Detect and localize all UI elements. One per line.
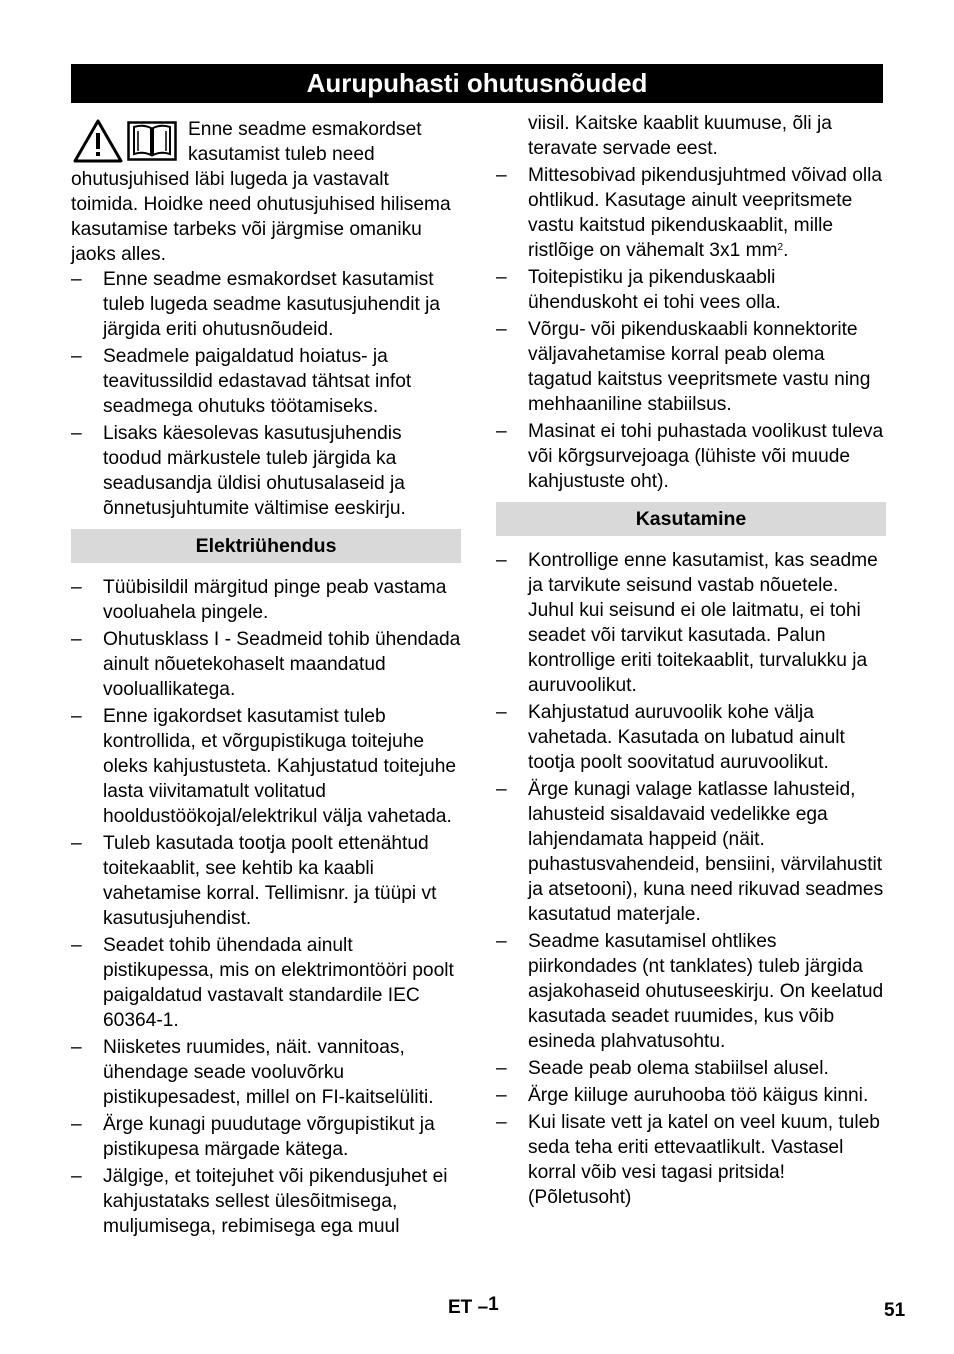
section-heading-electrical: Elektriühendus: [71, 529, 461, 563]
list-item: [496, 1056, 886, 1081]
list-item: [496, 317, 886, 417]
bullet-dash: –: [496, 421, 507, 442]
page-number: 51: [884, 1300, 906, 1321]
warning-triangle-icon: [73, 119, 123, 163]
page-title: Aurupuhasti ohutusnõuded: [71, 64, 883, 103]
intro-paragraph: Enne seadme esmakordset kasutamist tuleb need ohutusjuhised läbi lugeda ja vastavalt toimida. Hoidke need ohutusjuhised hilisema kasutamise tarbeks või järgmise omaniku jaoks alles.: [71, 119, 451, 265]
list-item-text: Ärge kunagi valage katlasse lahusteid, lahusteid sisaldavaid vedelikke ega lahjendamata happeid (näit. puhastusvahendeid, bensiini, värvilahustit ja atsetooni), kuna need rikuvad seadmes kasutatud materjale.: [528, 779, 884, 925]
bullet-dash: –: [496, 1058, 507, 1079]
list-item: [496, 929, 886, 1054]
list-item: [496, 1083, 886, 1108]
bullet-dash: –: [71, 629, 82, 650]
list-item: [71, 831, 461, 931]
list-item-text: Toitepistiku ja pikenduskaabli ühenduskoht ei tohi vees olla.: [528, 267, 781, 313]
list-item: [496, 1110, 886, 1210]
list-item-text: Jälgige, et toitejuhet või pikendusjuhet ei kahjustataks sellest ülesõitmisega, muljumisega, rebimisega ega muul: [103, 1166, 448, 1237]
list-item: [71, 1164, 461, 1239]
list-item-text: Seadet tohib ühendada ainult pistikupessa, mis on elektrimontööri poolt paigaldatud vastavalt standardile IEC 60364-1.: [103, 935, 454, 1031]
bullet-dash: –: [71, 706, 82, 727]
electrical-list: [71, 575, 461, 1239]
bullet-dash: –: [71, 269, 82, 290]
list-item: [496, 548, 886, 698]
list-item: [71, 933, 461, 1033]
intro-icons: [73, 119, 180, 163]
list-item: [71, 627, 461, 702]
bullet-dash: –: [71, 423, 82, 444]
list-item: [71, 1035, 461, 1110]
list-item: [496, 700, 886, 775]
list-item: [71, 575, 461, 625]
list-item-text: Lisaks käesolevas kasutusjuhendis toodud märkustele tuleb järgida ka seadusandja üldisi ohutusalaseid ja õnnetusjuhtumite vältimise eeskirju.: [103, 423, 406, 519]
usage-list: [496, 548, 886, 1210]
list-item-text: Kontrollige enne kasutamist, kas seadme ja tarvikute seisund vastab nõuetele. Juhul kui seisund ei ole laitmatu, ei tohi seadet või tarvikut kasutada. Palun kontrollige eriti toitekaablit, turvalukku ja auruvoolikut.: [528, 550, 878, 696]
bullet-dash: –: [496, 1112, 507, 1133]
left-column: [71, 117, 461, 1241]
list-item: [71, 267, 461, 342]
footer-section-label: [448, 1294, 499, 1319]
general-safety-list: [71, 267, 461, 521]
list-item-text: Ärge kiiluge auruhooba töö käigus kinni.: [528, 1085, 869, 1106]
list-item: [496, 265, 886, 315]
list-item-text: Kahjustatud auruvoolik kohe välja vahetada. Kasutada on lubatud ainult tootja poolt soovitatud auruvoolikut.: [528, 702, 845, 773]
bullet-dash: –: [71, 1114, 82, 1135]
list-item: [71, 344, 461, 419]
list-item-text: Tüübisildil märgitud pinge peab vastama vooluahela pingele.: [103, 577, 447, 623]
bullet-dash: –: [496, 319, 507, 340]
list-item-text: Tuleb kasutada tootja poolt ettenähtud toitekaablit, see kehtib ka kaabli vahetamise korral. Tellimisnr. ja tüüpi vt kasutusjuhendist.: [103, 833, 437, 929]
list-item-text: Ohutusklass I - Seadmeid tohib ühendada ainult nõuetekohaselt maandatud vooluallikatega.: [103, 629, 461, 700]
list-item-text: Seadmele paigaldatud hoiatus- ja teavitussildid edastavad tähtsat infot seadmega ohutuks töötamiseks.: [103, 346, 412, 417]
bullet-dash: –: [71, 1037, 82, 1058]
superscript: 2: [777, 242, 784, 253]
bullet-dash: –: [71, 935, 82, 956]
list-item: [496, 163, 886, 263]
section-heading-usage: Kasutamine: [496, 502, 886, 536]
language-code: ET: [448, 1297, 473, 1318]
list-item-text: Enne igakordset kasutamist tuleb kontrollida, et võrgupistikuga toitejuhe oleks kahjustusteta. Kahjustatud toitejuhe lasta viivitamatult volitatud hooldustöökojal/elektrikul välja vahetada.: [103, 706, 457, 827]
bullet-dash: –: [496, 1085, 507, 1106]
electrical-list-continued: [496, 163, 886, 494]
list-item-text: Mittesobivad pikendusjuhtmed võivad olla ohtlikud. Kasutage ainult veepritsmete vastu kaitstud pikenduskaablit, mille ristlõige on vähemalt 3x1 mm: [528, 165, 883, 261]
list-item-text: Võrgu- või pikenduskaabli konnektorite väljavahetamise korral peab olema tagatud kaitstus veepritsmete vastu ning mehhaaniline stabiilsus.: [528, 319, 871, 415]
bullet-dash: –: [496, 165, 507, 186]
list-item-continuation: viisil. Kaitske kaablit kuumuse, õli ja teravate servade eest.: [528, 113, 832, 159]
list-item: [71, 704, 461, 829]
list-item-text: Kui lisate vett ja katel on veel kuum, tuleb seda teha eriti ettevaatlikult. Vastasel korral võib vesi tagasi pritsida! (Põletusoht): [528, 1112, 880, 1208]
list-item-text: Seade peab olema stabiilsel alusel.: [528, 1058, 829, 1079]
list-item: [496, 419, 886, 494]
list-item-text-end: .: [783, 240, 789, 261]
sub-page-number: 1: [488, 1294, 499, 1315]
bullet-dash: –: [496, 931, 507, 952]
bullet-dash: –: [71, 1166, 82, 1187]
manual-book-icon: [127, 121, 177, 161]
bullet-dash: –: [71, 833, 82, 854]
list-item-text: Niisketes ruumides, näit. vannitoas, ühendage seade vooluvõrku pistikupesadest, millel on FI-kaitselüliti.: [103, 1037, 434, 1108]
bullet-dash: –: [496, 267, 507, 288]
list-item: [71, 1112, 461, 1162]
footer-separator: –: [477, 1297, 489, 1318]
list-item: [71, 421, 461, 521]
list-item-text: Enne seadme esmakordset kasutamist tuleb lugeda seadme kasutusjuhendit ja järgida eriti ohutusnõudeid.: [103, 269, 441, 340]
list-item-text: Seadme kasutamisel ohtlikes piirkondades (nt tanklates) tuleb järgida asjakohaseid ohutuseeskirju. On keelatud kasutada seadet ruumides, kus võib esineda plahvatusohtu.: [528, 931, 884, 1052]
bullet-dash: –: [496, 779, 507, 800]
list-item-text: Masinat ei tohi puhastada voolikust tuleva või kõrgsurvejoaga (lühiste või muude kahjustuste oht).: [528, 421, 884, 492]
bullet-dash: –: [71, 346, 82, 367]
list-item: [496, 777, 886, 927]
bullet-dash: –: [496, 550, 507, 571]
right-column: [496, 111, 886, 1212]
bullet-dash: –: [496, 702, 507, 723]
bullet-dash: –: [71, 577, 82, 598]
list-item-text: Ärge kunagi puudutage võrgupistikut ja pistikupesa märgade kätega.: [103, 1114, 435, 1160]
